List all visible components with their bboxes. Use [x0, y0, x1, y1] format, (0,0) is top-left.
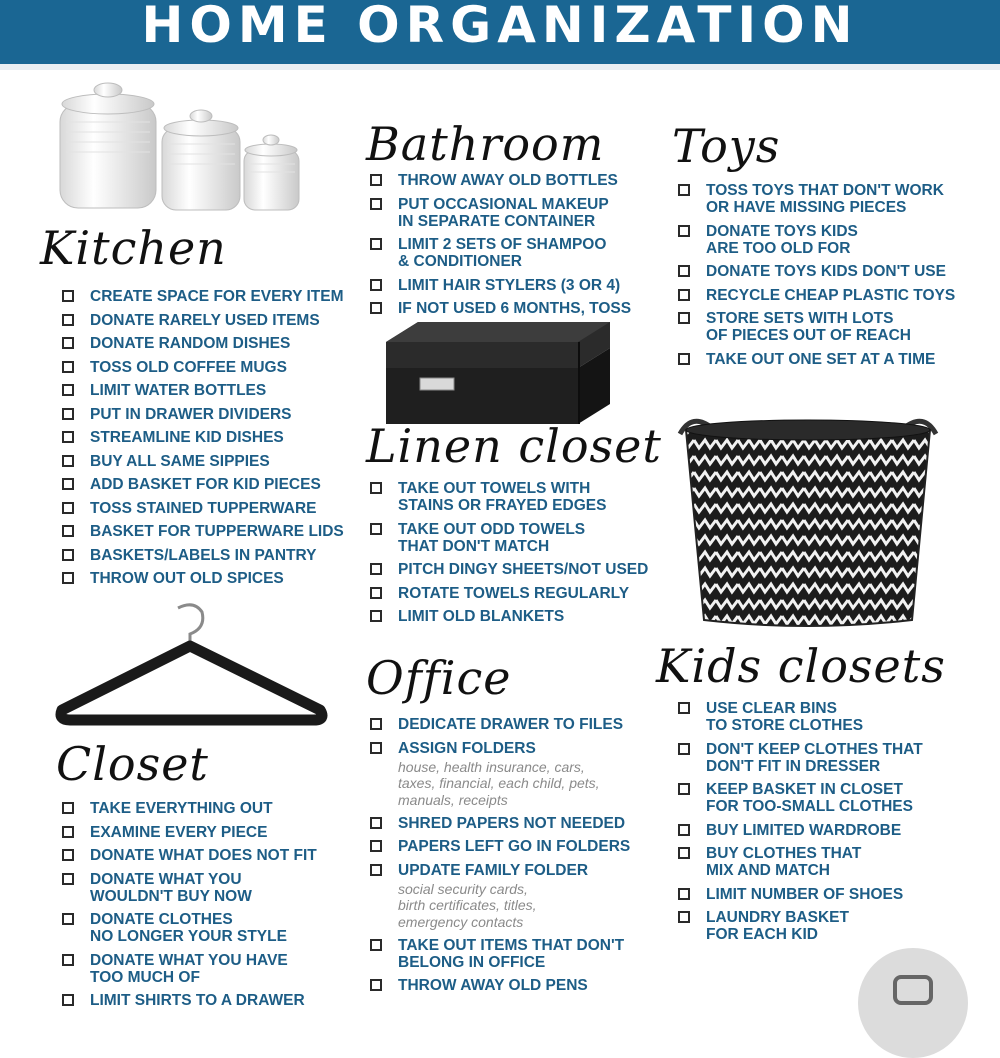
label-line: TAKE OUT ITEMS THAT DON'T	[398, 936, 625, 954]
checkbox[interactable]	[370, 482, 382, 494]
checkbox[interactable]	[370, 610, 382, 622]
checklist-item[interactable]: PITCH DINGY SHEETS/NOT USED	[370, 561, 666, 578]
item-note: social security cards, birth certificates, titles, emergency contacts	[398, 880, 537, 930]
checklist-item[interactable]: BASKETS/LABELS IN PANTRY	[62, 547, 340, 564]
checklist-item[interactable]: CREATE SPACE FOR EVERY ITEM	[62, 288, 340, 305]
checklist-item[interactable]: DON'T KEEP CLOTHES THAT DON'T FIT IN DRESSER	[678, 741, 956, 775]
linen-closet-title: Linen closet	[366, 419, 662, 473]
checkbox[interactable]	[62, 913, 74, 925]
checkbox[interactable]	[370, 817, 382, 829]
checkbox[interactable]	[678, 184, 690, 196]
checklist-item[interactable]: TOSS TOYS THAT DON'T WORK OR HAVE MISSING PIECES	[678, 182, 962, 216]
checklist-item[interactable]: LIMIT HAIR STYLERS (3 OR 4)	[370, 277, 656, 294]
checklist-item[interactable]: TAKE EVERYTHING OUT	[62, 800, 346, 817]
checkbox[interactable]	[370, 523, 382, 535]
checkbox[interactable]	[62, 873, 74, 885]
canisters-illustration	[52, 82, 307, 217]
checkbox[interactable]	[678, 312, 690, 324]
checkbox[interactable]	[678, 265, 690, 277]
linen-closet-section	[366, 420, 666, 632]
checkbox[interactable]	[62, 361, 74, 373]
checkbox[interactable]	[62, 802, 74, 814]
checkbox[interactable]	[370, 840, 382, 852]
checklist-item[interactable]: DONATE CLOTHES NO LONGER YOUR STYLE	[62, 911, 346, 945]
checkbox[interactable]	[678, 225, 690, 237]
image-search-icon	[893, 975, 933, 1005]
checkbox[interactable]	[678, 353, 690, 365]
kitchen-title: Kitchen	[40, 221, 227, 275]
checkbox[interactable]	[678, 911, 690, 923]
checkbox[interactable]	[370, 718, 382, 730]
checkbox[interactable]	[62, 572, 74, 584]
checkbox[interactable]	[678, 824, 690, 836]
checklist-item[interactable]: TAKE OUT TOWELS WITH STAINS OR FRAYED EDGES	[370, 480, 666, 514]
checkbox[interactable]	[678, 702, 690, 714]
checklist-item[interactable]: DONATE WHAT DOES NOT FIT	[62, 847, 346, 864]
checklist-item[interactable]: SHRED PAPERS NOT NEEDED	[370, 815, 666, 832]
checkbox[interactable]	[62, 525, 74, 537]
checklist-item[interactable]: PAPERS LEFT GO IN FOLDERS	[370, 838, 666, 855]
woven-basket-illustration	[672, 404, 944, 632]
checklist-item[interactable]: USE CLEAR BINS TO STORE CLOTHES	[678, 700, 956, 734]
closet-section	[56, 738, 346, 1016]
checkbox[interactable]	[370, 238, 382, 250]
checklist-item[interactable]: KEEP BASKET IN CLOSET FOR TOO-SMALL CLOTHES	[678, 781, 956, 815]
checkbox[interactable]	[62, 455, 74, 467]
header-banner	[0, 0, 1000, 64]
office-title: Office	[366, 651, 512, 705]
checklist-item[interactable]: BUY ALL SAME SIPPIES	[62, 453, 340, 470]
checkbox[interactable]	[62, 314, 74, 326]
checkbox[interactable]	[678, 888, 690, 900]
checklist-item[interactable]: DONATE RARELY USED ITEMS	[62, 312, 340, 329]
kids-closets-title: Kids closets	[656, 639, 946, 693]
checklist-item[interactable]: BUY LIMITED WARDROBE	[678, 822, 956, 839]
kitchen-section	[40, 221, 344, 594]
checklist-item[interactable]: LIMIT 2 SETS OF SHAMPOO & CONDITIONER	[370, 236, 656, 270]
checkbox[interactable]	[370, 864, 382, 876]
checklist-item[interactable]: LAUNDRY BASKET FOR EACH KID	[678, 909, 956, 943]
item-note: house, health insurance, cars, taxes, financial, each child, pets, manuals, receipts	[398, 758, 600, 808]
checkbox[interactable]	[678, 847, 690, 859]
checklist-item[interactable]: ROTATE TOWELS REGULARLY	[370, 585, 666, 602]
checklist-item[interactable]: PUT OCCASIONAL MAKEUP IN SEPARATE CONTAINER	[370, 196, 656, 230]
checklist-item[interactable]: DONATE WHAT YOU WOULDN'T BUY NOW	[62, 871, 346, 905]
checkbox[interactable]	[678, 743, 690, 755]
toys-section	[672, 120, 962, 374]
checklist-item[interactable]	[370, 937, 666, 971]
checklist-item[interactable]: ADD BASKET FOR KID PIECES	[62, 476, 340, 493]
checklist-item[interactable]: DONATE RANDOM DISHES	[62, 335, 340, 352]
checklist-item[interactable]: PUT IN DRAWER DIVIDERS	[62, 406, 340, 423]
checkbox[interactable]	[370, 174, 382, 186]
checklist-item[interactable]: TOSS STAINED TUPPERWARE	[62, 500, 340, 517]
label-line: BELONG IN OFFICE	[398, 953, 546, 971]
checklist-item[interactable]: LIMIT OLD BLANKETS	[370, 608, 666, 625]
checkbox[interactable]	[370, 742, 382, 754]
checkbox[interactable]	[62, 549, 74, 561]
checkbox[interactable]	[62, 290, 74, 302]
checklist-item[interactable]: IF NOT USED 6 MONTHS, TOSS	[370, 300, 656, 317]
checklist-item[interactable]: RECYCLE CHEAP PLASTIC TOYS	[678, 287, 962, 304]
checklist-item[interactable]: LIMIT SHIRTS TO A DRAWER	[62, 992, 346, 1009]
checklist-item[interactable]: BUY CLOTHES THAT MIX AND MATCH	[678, 845, 956, 879]
checkbox[interactable]	[62, 478, 74, 490]
checklist-item[interactable]: DONATE TOYS KIDS DON'T USE	[678, 263, 962, 280]
checkbox[interactable]	[62, 954, 74, 966]
multiline-label	[398, 937, 624, 971]
checkbox[interactable]	[370, 302, 382, 314]
checklist-item[interactable]: DONATE WHAT YOU HAVE TOO MUCH OF	[62, 952, 346, 986]
checklist-item[interactable]: LIMIT WATER BOTTLES	[62, 382, 340, 399]
checklist-item[interactable]: THROW OUT OLD SPICES	[62, 570, 340, 587]
checklist-item[interactable]: THROW AWAY OLD PENS	[370, 977, 666, 994]
office-section	[366, 652, 666, 1001]
header-divider	[0, 64, 1000, 70]
checklist-item[interactable]: UPDATE FAMILY FOLDER social security cards, birth certificates, titles, emergency contacts	[370, 862, 666, 931]
checkbox[interactable]	[370, 979, 382, 991]
checkbox[interactable]	[370, 563, 382, 575]
kids-closets-section	[656, 640, 956, 950]
checkbox[interactable]	[62, 994, 74, 1006]
checkbox[interactable]	[62, 408, 74, 420]
checkbox[interactable]	[370, 279, 382, 291]
checklist-item[interactable]: TAKE OUT ODD TOWELS THAT DON'T MATCH	[370, 521, 666, 555]
closet-title: Closet	[56, 737, 209, 791]
checkbox[interactable]	[678, 289, 690, 301]
checklist-item[interactable]: ASSIGN FOLDERS house, health insurance, cars, taxes, financial, each child, pets, manuals, receipts	[370, 740, 666, 809]
checklist-item[interactable]: DEDICATE DRAWER TO FILES	[370, 716, 666, 733]
checklist-item[interactable]: LIMIT NUMBER OF SHOES	[678, 886, 956, 903]
checkbox[interactable]	[678, 783, 690, 795]
checklist-item[interactable]: BASKET FOR TUPPERWARE LIDS	[62, 523, 340, 540]
checkbox[interactable]	[62, 431, 74, 443]
checklist-item[interactable]: EXAMINE EVERY PIECE	[62, 824, 346, 841]
checklist-item[interactable]: THROW AWAY OLD BOTTLES	[370, 172, 656, 189]
checkbox[interactable]	[62, 502, 74, 514]
checkbox[interactable]	[62, 384, 74, 396]
checklist-item[interactable]: STORE SETS WITH LOTS OF PIECES OUT OF REACH	[678, 310, 962, 344]
checklist-item[interactable]: DONATE TOYS KIDS ARE TOO OLD FOR	[678, 223, 962, 257]
page-title: HOME ORGANIZATION	[141, 0, 859, 54]
bathroom-title: Bathroom	[366, 117, 605, 171]
hanger-illustration	[56, 598, 328, 726]
checklist-item[interactable]: STREAMLINE KID DISHES	[62, 429, 340, 446]
checklist-item[interactable]: TAKE OUT ONE SET AT A TIME	[678, 351, 962, 368]
checkbox[interactable]	[370, 587, 382, 599]
checkbox[interactable]	[62, 337, 74, 349]
checkbox[interactable]	[62, 826, 74, 838]
checkbox[interactable]	[370, 198, 382, 210]
checkbox[interactable]	[370, 939, 382, 951]
checklist-item[interactable]: TOSS OLD COFFEE MUGS	[62, 359, 340, 376]
bathroom-section	[366, 118, 656, 324]
checkbox[interactable]	[62, 849, 74, 861]
toys-title: Toys	[672, 119, 781, 173]
storage-box-illustration	[378, 320, 614, 426]
